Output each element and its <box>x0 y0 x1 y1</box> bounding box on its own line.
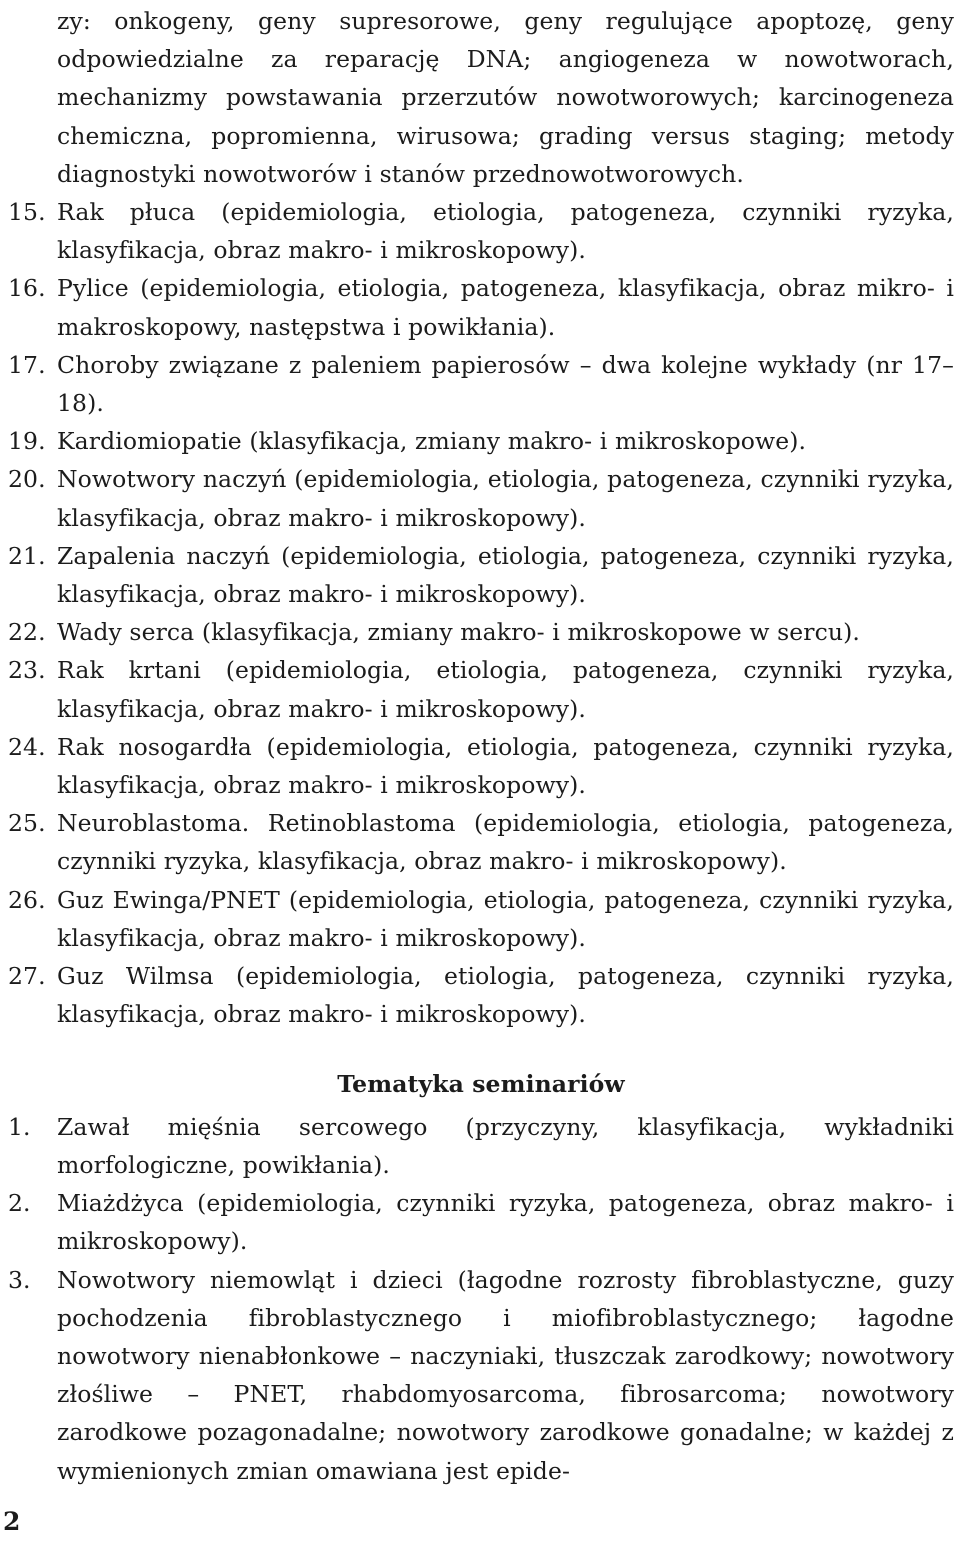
item-number: 19. <box>8 427 46 456</box>
list-item <box>8 881 954 957</box>
item-text: Rak płuca (epidemiologia, etiologia, patogeneza, czynniki ryzyka, klasyfikacja, obraz makro- i mikroskopowy). <box>57 198 954 265</box>
list-item <box>8 957 954 1033</box>
list-item <box>8 1261 954 1490</box>
item-number: 27. <box>8 962 46 991</box>
list-item <box>8 804 954 880</box>
item-text: Rak nosogardła (epidemiologia, etiologia, patogeneza, czynniki ryzyka, klasyfikacja, obraz makro- i mikroskopowy). <box>57 732 954 800</box>
item-text: Kardiomiopatie (klasyfikacja, zmiany makro- i mikroskopowe). <box>57 427 807 456</box>
item-text: Neuroblastoma. Retinoblastoma (epidemiologia, etiologia, patogeneza, czynniki ryzyka, klasyfikacja, obraz makro- i mikroskopowy). <box>57 809 954 876</box>
item-text: Nowotwory niemowląt i dzieci (łagodne rozrosty fibroblastyczne, guzy pochodzenia fibroblastycznego i miofibroblastycznego; łagodne nowotwory nienabłonkowe – naczyniaki, tłuszczak zarodkowy; nowotwory złośliwe – PNET, rhabdomyosarcoma, fibrosarcoma; nowotwory zarodkowe pozagonadalne; nowotwory zarodkowe gonadalne; w każdej z wymienionych zmian omawiana jest epide- <box>57 1265 954 1485</box>
list-item <box>8 346 954 422</box>
item-number: 25. <box>8 809 46 838</box>
list-item <box>8 1108 954 1184</box>
item-text: Zawał mięśnia sercowego (przyczyny, klasyfikacja, wykładniki morfologiczne, powikłania). <box>57 1112 954 1179</box>
list-item <box>8 422 954 460</box>
item-text: Pylice (epidemiologia, etiologia, patogeneza, klasyfikacja, obraz mikro- i makroskopowy, następstwa i powikłania). <box>57 274 954 341</box>
list-item <box>8 537 954 613</box>
item-number: 21. <box>8 541 46 570</box>
item-number: 23. <box>8 656 46 685</box>
lecture-list <box>8 193 954 1033</box>
section-heading: Tematyka seminariów <box>337 1070 625 1099</box>
item-number: 3. <box>8 1265 31 1294</box>
item-text: Guz Wilmsa (epidemiologia, etiologia, patogeneza, czynniki ryzyka, klasyfikacja, obraz makro- i mikroskopowy). <box>57 962 954 1029</box>
list-item <box>8 460 954 536</box>
item-text: Wady serca (klasyfikacja, zmiany makro- i mikroskopowe w sercu). <box>57 618 860 647</box>
item-text: Miażdżyca (epidemiologia, czynniki ryzyka, patogeneza, obraz makro- i mikroskopowy). <box>57 1189 954 1256</box>
continuation-paragraph: zy: onkogeny, geny supresorowe, geny regulujące apoptozę, geny odpowiedzialne za reparację DNA; angiogeneza w nowotworach, mechanizmy powstawania przerzutów nowotworowych; karcinogeneza chemiczna, popromienna, wirusowa; grading versus staging; metody diagnostyki nowotworów i stanów przednowotworowych. <box>57 7 954 188</box>
item-text: Guz Ewinga/PNET (epidemiologia, etiologia, patogeneza, czynniki ryzyka, klasyfikacja, obraz makro- i mikroskopowy). <box>57 885 954 952</box>
list-item <box>8 651 954 727</box>
item-number: 22. <box>8 618 46 647</box>
page-body <box>8 2 954 1490</box>
item-text: Rak krtani (epidemiologia, etiologia, patogeneza, czynniki ryzyka, klasyfikacja, obraz makro- i mikroskopowy). <box>57 656 954 723</box>
item-text: Choroby związane z paleniem papierosów – dwa kolejne wykłady (nr 17–18). <box>57 350 954 418</box>
page-number: 2 <box>3 1507 21 1536</box>
item-text: Nowotwory naczyń (epidemiologia, etiologia, patogeneza, czynniki ryzyka, klasyfikacja, obraz makro- i mikroskopowy). <box>57 465 954 532</box>
item-number: 26. <box>8 885 46 914</box>
list-item <box>8 728 954 804</box>
list-item <box>8 193 954 269</box>
item-number: 16. <box>8 274 46 303</box>
item-number: 1. <box>8 1112 31 1141</box>
list-item <box>8 269 954 345</box>
list-item <box>8 1184 954 1260</box>
seminar-list <box>8 1108 954 1490</box>
item-number: 2. <box>8 1189 31 1218</box>
item-number: 17. <box>8 350 46 379</box>
item-number: 24. <box>8 732 46 761</box>
item-text: Zapalenia naczyń (epidemiologia, etiologia, patogeneza, czynniki ryzyka, klasyfikacja, obraz makro- i mikroskopowy). <box>57 541 954 609</box>
item-number: 15. <box>8 198 46 227</box>
list-item <box>8 613 954 651</box>
item-number: 20. <box>8 465 46 494</box>
